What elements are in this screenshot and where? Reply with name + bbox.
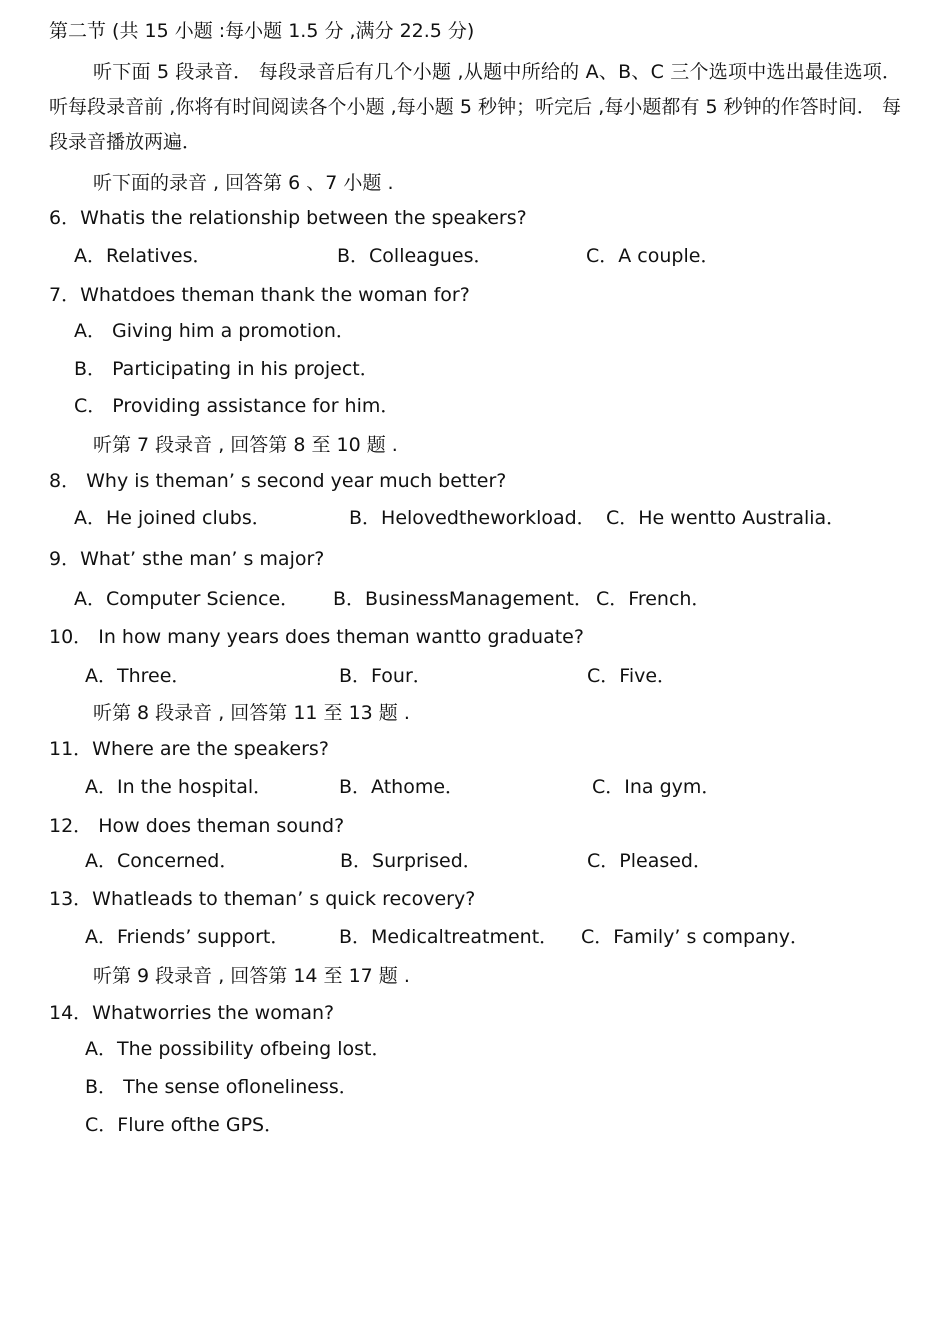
- answer-option: A．Concerned．: [85, 850, 239, 872]
- answer-option: C．A couple．: [586, 245, 720, 267]
- segment-intro: 听第 9 段录音 , 回答第 14 至 17 题 .: [93, 965, 410, 987]
- answer-option: C．Pleased．: [587, 850, 712, 872]
- segment-intro: 听第 8 段录音 , 回答第 11 至 13 题 .: [93, 702, 410, 724]
- answer-option: B．BusinessManagement．: [333, 588, 593, 610]
- answer-option: B．Colleagues．: [337, 245, 493, 267]
- segment-intro: 听下面的录音 , 回答第 6 、7 小题 .: [93, 172, 394, 194]
- answer-option: A．Computer Science．: [74, 588, 300, 610]
- question-stem: 7．Whatdoes theman thank the woman for?: [49, 284, 470, 306]
- answer-option: B．Athome．: [339, 776, 465, 798]
- question-stem: 10． In how many years does theman wantto graduate?: [49, 626, 584, 648]
- question-stem: 9．What’ sthe man’ s major?: [49, 548, 325, 570]
- answer-option: B． Participating in his project．: [74, 358, 379, 380]
- question-stem: 8． Why is theman’ s second year much better?: [49, 470, 507, 492]
- answer-option: C．Ina gym．: [592, 776, 721, 798]
- answer-option: C．Family’ s company．: [581, 926, 809, 948]
- question-stem: 11．Where are the speakers?: [49, 738, 329, 760]
- answer-option: A．He joined clubs．: [74, 507, 271, 529]
- answer-option: B．Surprised．: [340, 850, 482, 872]
- section-header: 第二节 (共 15 小题 :每小题 1.5 分 ,满分 22.5 分): [49, 20, 475, 42]
- answer-option: C．He wentto Australia．: [606, 507, 846, 529]
- answer-option: A． Giving him a promotion．: [74, 320, 355, 342]
- question-stem: 6．Whatis the relationship between the speakers?: [49, 207, 527, 229]
- answer-option: B．Medicaltreatment．: [339, 926, 559, 948]
- answer-option: C． Providing assistance for him．: [74, 395, 400, 417]
- answer-option: A．The possibility ofbeing lost．: [85, 1038, 391, 1060]
- answer-option: C．Flure ofthe GPS．: [85, 1114, 284, 1136]
- answer-option: B．Helovedtheworkload．: [349, 507, 596, 529]
- question-stem: 12． How does theman sound?: [49, 815, 345, 837]
- answer-option: A．Relatives．: [74, 245, 212, 267]
- answer-option: B．Four．: [339, 665, 432, 687]
- question-stem: 14．Whatworries the woman?: [49, 1002, 335, 1024]
- answer-option: A．In the hospital．: [85, 776, 273, 798]
- answer-option: C．Five．: [587, 665, 677, 687]
- instructions-paragraph: 听下面 5 段录音． 每段录音后有几个小题 ,从题中所给的 A、B、C 三个选项中选出最佳选项． 听每段录音前 ,你将有时间阅读各个小题 ,每小题 5 秒钟；听完后 ,每小题都有 5 秒钟的作答时间． 每段录音播放两遍．: [49, 61, 901, 153]
- answer-option: A．Three．: [85, 665, 191, 687]
- answer-option: C．French．: [596, 588, 711, 610]
- answer-option: A．Friends’ support．: [85, 926, 290, 948]
- answer-option: B． The sense ofloneliness．: [85, 1076, 358, 1098]
- segment-intro: 听第 7 段录音 , 回答第 8 至 10 题 .: [93, 434, 398, 456]
- question-stem: 13．Whatleads to theman’ s quick recovery?: [49, 888, 476, 910]
